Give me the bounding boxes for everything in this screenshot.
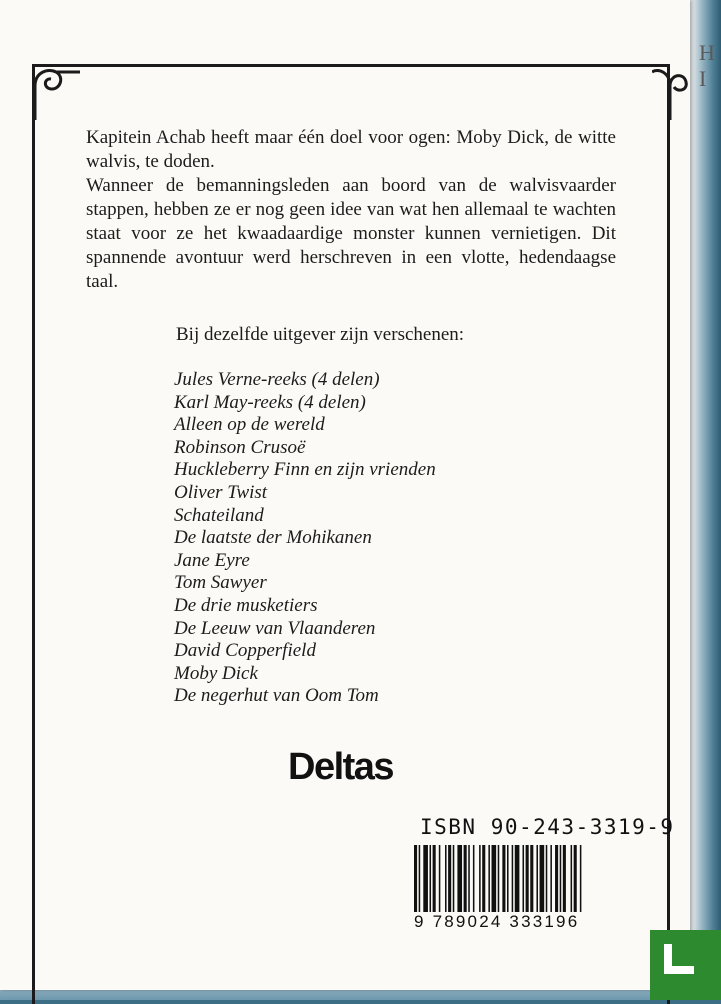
list-item: Robinson Crusoë [174, 436, 306, 458]
list-item: Oliver Twist [174, 481, 268, 503]
barcode-bar [515, 845, 520, 915]
list-item: Schateiland [174, 504, 264, 526]
list-item: De negerhut van Oom Tom [174, 685, 379, 707]
barcode-bar [530, 845, 533, 915]
barcode-bar [574, 845, 577, 915]
list-item: Alleen op de wereld [174, 414, 325, 436]
list-item: David Copperfield [174, 640, 316, 662]
barcode-bar [502, 845, 505, 915]
barcode-bar [473, 845, 475, 915]
barcode-bar [423, 845, 428, 915]
barcode-bar [563, 845, 566, 915]
spine-letter: H [699, 40, 715, 65]
barcode-bar [536, 845, 538, 915]
list-item: Huckleberry Finn en zijn vrienden [174, 459, 436, 481]
publisher-logo: Deltas [288, 746, 394, 788]
barcode-bar [550, 845, 552, 915]
barcode-bar [546, 845, 548, 915]
list-item: De drie musketiers [174, 594, 318, 616]
list-item: De laatste der Mohikanen [174, 527, 372, 549]
blurb-text [86, 126, 616, 294]
spine-letter: I [699, 66, 707, 91]
barcode-bar [448, 845, 451, 915]
barcode-bar [457, 845, 462, 915]
barcode-bar [482, 845, 485, 915]
barcode-bar [507, 845, 509, 915]
l-shape-icon [664, 944, 694, 974]
list-item: Moby Dick [174, 662, 258, 684]
left-scroll-ornament-icon [22, 60, 82, 120]
barcode-bar [479, 845, 481, 915]
barcode-bar [540, 845, 545, 915]
barcode-bar [419, 845, 421, 915]
barcode-bar [468, 845, 470, 915]
right-scroll-ornament-icon [652, 60, 692, 120]
barcode-bar [433, 845, 436, 915]
list-item: Karl May-reeks (4 delen) [174, 391, 366, 413]
barcode-bar [488, 845, 490, 915]
list-item: Jules Verne-reeks (4 delen) [174, 369, 380, 390]
barcode-bar [571, 845, 573, 915]
barcode-bars-icon [408, 845, 658, 915]
barcode-bar [580, 845, 582, 915]
barcode-bar [414, 845, 417, 915]
barcode-bar [430, 845, 432, 915]
series-heading: Bij dezelfde uitgever zijn verschenen: [176, 324, 465, 345]
barcode-bar [560, 845, 562, 915]
series-title-list [174, 369, 594, 708]
spine-lettering [699, 40, 715, 92]
blurb-paragraph: Wanneer de bemanningsleden aan boord van de walvisvaarder stappen, hebben ze er nog geen idee van wat hen allemaal te wachten staat voor ze het kwaadaardige monster kunnen vernietigen. Dit spannende avontuur werd herschreven in een vlotte, hedendaagse taal. [86, 175, 616, 292]
list-item: Tom Sawyer [174, 572, 267, 594]
barcode-bar [445, 845, 447, 915]
blurb-paragraph: Kapitein Achab heeft maar één doel voor ogen: Moby Dick, de witte walvis, te doden. [86, 127, 616, 172]
barcode-bar [464, 845, 467, 915]
barcode-bar [498, 845, 500, 915]
list-item: De Leeuw van Vlaanderen [174, 617, 376, 639]
barcode-bar [526, 845, 529, 915]
barcode-bar [555, 845, 558, 915]
barcode-bar [512, 845, 514, 915]
barcode-digits: 9 789024 333196 [412, 912, 654, 932]
barcode-bar [439, 845, 441, 915]
barcode-bar [492, 845, 497, 915]
barcode-bar [523, 845, 525, 915]
list-item: Jane Eyre [174, 549, 250, 571]
isbn-number: ISBN 90-243-3319-9 [420, 815, 675, 839]
barcode-bar [453, 845, 455, 915]
